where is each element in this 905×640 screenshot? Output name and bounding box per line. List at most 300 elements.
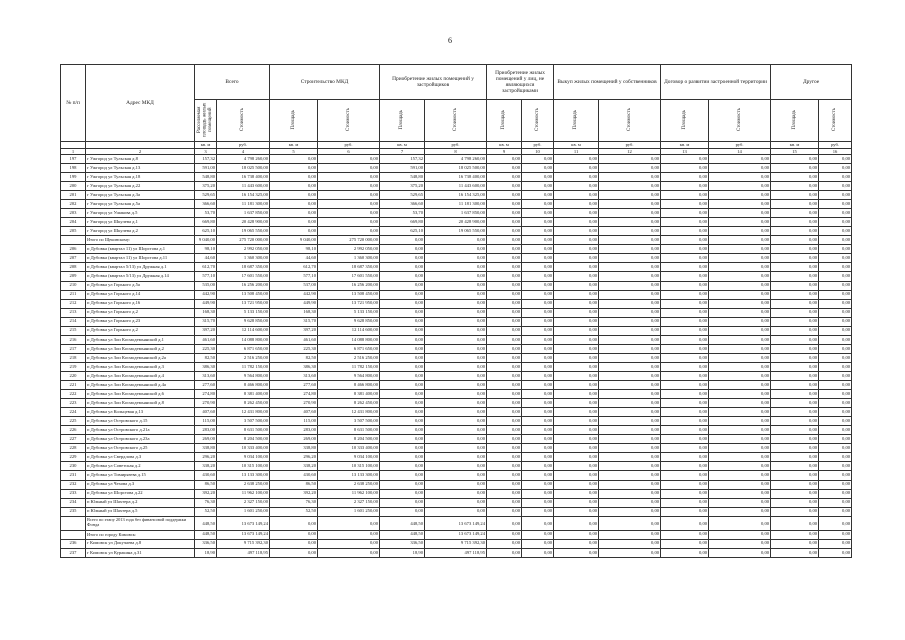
area-cell: 0,00 xyxy=(661,227,709,236)
cost-cell: 14 088 800,00 xyxy=(318,335,380,344)
cost-cell: 0,00 xyxy=(318,154,380,163)
area-cell: 274,80 xyxy=(195,390,217,399)
cost-cell: 0,00 xyxy=(522,498,554,507)
area-cell: 277,60 xyxy=(195,381,217,390)
row-address: п Дубовка ул Зои Космодемьянской д.1 xyxy=(86,335,195,344)
area-cell: 0,00 xyxy=(380,245,425,254)
area-cell: 0,00 xyxy=(554,417,599,426)
row-address: г Ужгород ул Тульская д.5а xyxy=(86,200,195,209)
cost-cell: 0,00 xyxy=(522,290,554,299)
cost-cell: 0,00 xyxy=(819,539,852,548)
subheader-area: Площадь xyxy=(270,100,318,142)
area-cell: 0,00 xyxy=(554,272,599,281)
area-cell: 0,00 xyxy=(487,480,522,489)
area-cell: 0,00 xyxy=(270,172,318,181)
cost-cell: 0,00 xyxy=(709,453,771,462)
cost-cell: 0,00 xyxy=(819,471,852,480)
area-cell: 53,70 xyxy=(380,209,425,218)
cost-cell: 0,00 xyxy=(819,191,852,200)
area-cell: 537,00 xyxy=(270,281,318,290)
cost-cell: 0,00 xyxy=(709,381,771,390)
column-number: 10 xyxy=(522,148,554,154)
area-cell: 625,10 xyxy=(380,227,425,236)
table-row xyxy=(61,317,852,326)
cost-cell: 0,00 xyxy=(599,507,661,516)
row-address: п Дубовка ул Зои Космодемьянской д.4а xyxy=(86,381,195,390)
area-cell: 0,00 xyxy=(554,516,599,530)
cost-cell: 0,00 xyxy=(819,236,852,245)
area-cell: 0,00 xyxy=(771,326,819,335)
cost-cell: 8 631 500,00 xyxy=(318,426,380,435)
area-cell: 0,00 xyxy=(771,399,819,408)
area-cell: 296,20 xyxy=(195,453,217,462)
cost-cell: 8 381 400,00 xyxy=(217,390,270,399)
area-cell: 0,00 xyxy=(487,272,522,281)
row-address: п Дубовка ул Чехова д.3 xyxy=(86,480,195,489)
table-row xyxy=(61,371,852,380)
area-cell: 0,00 xyxy=(554,381,599,390)
cost-cell: 9 564 800,00 xyxy=(217,371,270,380)
area-cell: 375,20 xyxy=(195,181,217,190)
cost-cell: 11 443 600,00 xyxy=(217,181,270,190)
cost-cell: 0,00 xyxy=(599,353,661,362)
cost-cell: 11 181 300,00 xyxy=(217,200,270,209)
area-cell: 0,00 xyxy=(661,281,709,290)
area-cell: 0,00 xyxy=(270,516,318,530)
area-cell: 338,80 xyxy=(270,444,318,453)
cost-cell: 0,00 xyxy=(709,462,771,471)
area-cell: 0,00 xyxy=(487,453,522,462)
cost-cell: 10 333 400,00 xyxy=(217,444,270,453)
area-cell: 407,60 xyxy=(270,408,318,417)
cost-cell: 8 204 500,00 xyxy=(318,435,380,444)
cost-cell: 0,00 xyxy=(599,444,661,453)
cost-cell: 0,00 xyxy=(599,381,661,390)
area-cell: 461,60 xyxy=(195,335,217,344)
area-cell: 82,50 xyxy=(270,353,318,362)
cost-cell: 0,00 xyxy=(599,245,661,254)
area-cell: 18,90 xyxy=(195,548,217,557)
cost-cell: 0,00 xyxy=(522,154,554,163)
table-row xyxy=(61,453,852,462)
area-cell: 0,00 xyxy=(487,408,522,417)
area-cell: 0,00 xyxy=(380,471,425,480)
cost-cell: 0,00 xyxy=(318,539,380,548)
cost-cell: 0,00 xyxy=(819,417,852,426)
cost-cell: 0,00 xyxy=(425,236,487,245)
cost-cell: 0,00 xyxy=(599,453,661,462)
cost-cell: 0,00 xyxy=(709,245,771,254)
cost-cell: 0,00 xyxy=(819,272,852,281)
row-address: г Кимовск ул Куракина д.31 xyxy=(86,548,195,557)
row-address: п Дубовка ул Горького д.2 xyxy=(86,326,195,335)
area-cell: 0,00 xyxy=(487,308,522,317)
cost-cell: 0,00 xyxy=(522,254,554,263)
cost-cell: 0,00 xyxy=(425,507,487,516)
area-cell: 430,60 xyxy=(270,471,318,480)
cost-cell: 19 065 550,00 xyxy=(425,227,487,236)
area-cell: 0,00 xyxy=(380,462,425,471)
area-cell: 270,90 xyxy=(195,399,217,408)
cost-cell: 0,00 xyxy=(819,390,852,399)
area-cell: 0,00 xyxy=(270,191,318,200)
row-index: 222 xyxy=(61,390,86,399)
row-index: 208 xyxy=(61,263,86,272)
area-cell: 0,00 xyxy=(661,290,709,299)
row-index: 205 xyxy=(61,227,86,236)
area-cell: 375,20 xyxy=(380,181,425,190)
area-cell: 0,00 xyxy=(771,245,819,254)
cost-cell: 0,00 xyxy=(318,163,380,172)
area-cell: 115,00 xyxy=(195,417,217,426)
cost-cell: 6 871 650,00 xyxy=(217,344,270,353)
cost-cell: 0,00 xyxy=(522,507,554,516)
cost-cell: 0,00 xyxy=(425,245,487,254)
area-cell: 0,00 xyxy=(554,254,599,263)
cost-cell: 0,00 xyxy=(709,326,771,335)
area-cell: 0,00 xyxy=(554,181,599,190)
cost-cell: 0,00 xyxy=(819,299,852,308)
unit-cell: руб. xyxy=(522,142,554,148)
cost-cell: 0,00 xyxy=(709,489,771,498)
row-index: 232 xyxy=(61,480,86,489)
row-index: 206 xyxy=(61,245,86,254)
area-cell: 0,00 xyxy=(487,548,522,557)
cost-cell: 11 782 150,00 xyxy=(318,362,380,371)
cost-cell: 0,00 xyxy=(709,516,771,530)
area-cell: 9 040,00 xyxy=(195,236,217,245)
area-cell: 0,00 xyxy=(661,489,709,498)
table-row xyxy=(61,209,852,218)
area-cell: 0,00 xyxy=(380,417,425,426)
area-cell: 0,00 xyxy=(380,281,425,290)
row-address: п Дубовка ул Зои Космодемьянской д.8 xyxy=(86,399,195,408)
area-cell: 168,30 xyxy=(195,308,217,317)
cost-cell: 0,00 xyxy=(709,390,771,399)
area-cell: 0,00 xyxy=(661,326,709,335)
cost-cell: 0,00 xyxy=(522,381,554,390)
cost-cell: 0,00 xyxy=(425,290,487,299)
area-cell: 0,00 xyxy=(554,263,599,272)
cost-cell: 0,00 xyxy=(522,462,554,471)
area-cell: 548,80 xyxy=(195,172,217,181)
column-number: 11 xyxy=(554,148,599,154)
area-cell: 449,90 xyxy=(270,299,318,308)
area-cell: 269,00 xyxy=(270,435,318,444)
area-cell: 0,00 xyxy=(771,371,819,380)
cost-cell: 9 564 800,00 xyxy=(318,371,380,380)
area-cell: 0,00 xyxy=(380,426,425,435)
cost-cell: 0,00 xyxy=(425,471,487,480)
row-index xyxy=(61,530,86,539)
area-cell: 0,00 xyxy=(554,408,599,417)
cost-cell: 0,00 xyxy=(709,308,771,317)
area-cell: 44,60 xyxy=(270,254,318,263)
area-cell: 0,00 xyxy=(771,254,819,263)
area-cell: 0,00 xyxy=(380,272,425,281)
cost-cell: 0,00 xyxy=(425,480,487,489)
row-address: г Ужгород ул Тульская д.13 xyxy=(86,163,195,172)
area-cell: 0,00 xyxy=(771,172,819,181)
cost-cell: 2 516 250,00 xyxy=(217,353,270,362)
cost-cell: 0,00 xyxy=(599,471,661,480)
cost-cell: 2 516 250,00 xyxy=(318,353,380,362)
cost-cell: 0,00 xyxy=(819,218,852,227)
area-cell: 0,00 xyxy=(554,435,599,444)
cost-cell: 0,00 xyxy=(425,453,487,462)
cost-cell: 0,00 xyxy=(599,317,661,326)
cost-cell: 0,00 xyxy=(599,539,661,548)
row-index: 207 xyxy=(61,254,86,263)
area-cell: 669,80 xyxy=(195,218,217,227)
cost-cell: 10 315 100,00 xyxy=(217,462,270,471)
cost-cell: 0,00 xyxy=(522,299,554,308)
header-group-developer-purchase: Приобретение жилых помещений у застройщиков xyxy=(380,65,487,100)
cost-cell: 0,00 xyxy=(522,281,554,290)
cost-cell: 0,00 xyxy=(599,254,661,263)
area-cell: 157,32 xyxy=(380,154,425,163)
row-index: 203 xyxy=(61,209,86,218)
area-cell: 0,00 xyxy=(380,263,425,272)
row-index: 233 xyxy=(61,489,86,498)
area-cell: 366,60 xyxy=(380,200,425,209)
cost-cell: 0,00 xyxy=(522,489,554,498)
area-cell: 0,00 xyxy=(487,471,522,480)
area-cell: 313,60 xyxy=(195,371,217,380)
cost-cell: 0,00 xyxy=(522,172,554,181)
cost-cell: 13 508 450,00 xyxy=(217,290,270,299)
area-cell: 225,30 xyxy=(270,344,318,353)
cost-cell: 0,00 xyxy=(819,530,852,539)
cost-cell: 0,00 xyxy=(425,353,487,362)
header-group-other: Другое xyxy=(771,65,852,100)
cost-cell: 0,00 xyxy=(425,381,487,390)
cost-cell: 1 360 300,00 xyxy=(217,254,270,263)
area-cell: 591,00 xyxy=(195,163,217,172)
cost-cell: 0,00 xyxy=(522,227,554,236)
cost-cell: 0,00 xyxy=(522,444,554,453)
area-cell: 0,00 xyxy=(661,181,709,190)
cost-cell: 0,00 xyxy=(522,200,554,209)
cost-cell: 0,00 xyxy=(709,290,771,299)
area-cell: 0,00 xyxy=(487,507,522,516)
cost-cell: 0,00 xyxy=(522,181,554,190)
area-cell: 0,00 xyxy=(380,390,425,399)
table-row xyxy=(61,308,852,317)
column-number: 14 xyxy=(709,148,771,154)
cost-cell: 0,00 xyxy=(522,539,554,548)
cost-cell: 13 133 300,00 xyxy=(217,471,270,480)
cost-cell: 0,00 xyxy=(522,362,554,371)
table-row xyxy=(61,245,852,254)
cost-cell: 3 507 500,00 xyxy=(318,417,380,426)
relocation-table xyxy=(60,64,852,558)
unit-cell: руб. xyxy=(318,142,380,148)
area-cell: 0,00 xyxy=(487,417,522,426)
area-cell: 0,00 xyxy=(554,399,599,408)
area-cell: 0,00 xyxy=(661,507,709,516)
cost-cell: 0,00 xyxy=(819,453,852,462)
row-address: п Дубовка ул Зои Космодемьянской д.4 xyxy=(86,371,195,380)
cost-cell: 0,00 xyxy=(522,435,554,444)
cost-cell: 0,00 xyxy=(709,281,771,290)
table-row xyxy=(61,381,852,390)
area-cell: 0,00 xyxy=(771,308,819,317)
area-cell: 0,00 xyxy=(554,200,599,209)
column-number: 15 xyxy=(771,148,819,154)
area-cell: 0,00 xyxy=(554,209,599,218)
cost-cell: 0,00 xyxy=(318,548,380,557)
cost-cell: 0,00 xyxy=(599,227,661,236)
area-cell: 577,10 xyxy=(270,272,318,281)
cost-cell: 0,00 xyxy=(318,227,380,236)
cost-cell: 0,00 xyxy=(425,263,487,272)
cost-cell: 19 065 550,00 xyxy=(217,227,270,236)
subheader-total-area: Расселяемая площадь жилых помещений xyxy=(195,100,217,142)
cost-cell: 14 088 800,00 xyxy=(217,335,270,344)
cost-cell: 0,00 xyxy=(709,539,771,548)
area-cell: 0,00 xyxy=(661,498,709,507)
area-cell: 277,60 xyxy=(270,381,318,390)
row-index: 210 xyxy=(61,281,86,290)
area-cell: 0,00 xyxy=(771,236,819,245)
row-index: 228 xyxy=(61,444,86,453)
area-cell: 0,00 xyxy=(771,299,819,308)
header-group-total: Всего xyxy=(195,65,270,100)
column-number: 8 xyxy=(425,148,487,154)
subheader-cost: Стоимость xyxy=(318,100,380,142)
unit-cell: кв. м xyxy=(195,142,217,148)
area-cell: 0,00 xyxy=(661,408,709,417)
row-index: 224 xyxy=(61,408,86,417)
cost-cell: 0,00 xyxy=(709,362,771,371)
area-cell: 0,00 xyxy=(661,480,709,489)
area-cell: 529,65 xyxy=(195,191,217,200)
cost-cell: 0,00 xyxy=(425,272,487,281)
cost-cell: 0,00 xyxy=(425,399,487,408)
area-cell: 0,00 xyxy=(487,399,522,408)
cost-cell: 0,00 xyxy=(709,471,771,480)
cost-cell: 0,00 xyxy=(425,308,487,317)
area-cell: 0,00 xyxy=(487,390,522,399)
row-address: г Ужгород ул Тульская д.18 xyxy=(86,172,195,181)
row-index: 231 xyxy=(61,471,86,480)
table-row xyxy=(61,507,852,516)
cost-cell: 0,00 xyxy=(599,408,661,417)
cost-cell: 8 381 400,00 xyxy=(318,390,380,399)
area-cell: 0,00 xyxy=(771,417,819,426)
area-cell: 338,20 xyxy=(270,462,318,471)
area-cell: 392,20 xyxy=(270,489,318,498)
column-number: 5 xyxy=(270,148,318,154)
cost-cell: 0,00 xyxy=(709,263,771,272)
area-cell: 0,00 xyxy=(554,245,599,254)
cost-cell: 0,00 xyxy=(709,317,771,326)
row-address: п Дубовка ул Зои Космодемьянской д.2а xyxy=(86,353,195,362)
area-cell: 0,00 xyxy=(487,435,522,444)
cost-cell: 2 327 150,00 xyxy=(217,498,270,507)
cost-cell: 0,00 xyxy=(599,154,661,163)
area-cell: 86,50 xyxy=(195,480,217,489)
header-index: № п/п xyxy=(61,65,86,142)
cost-cell: 0,00 xyxy=(522,353,554,362)
area-cell: 0,00 xyxy=(380,344,425,353)
page-number: 6 xyxy=(448,36,452,45)
cost-cell: 0,00 xyxy=(819,317,852,326)
cost-cell: 0,00 xyxy=(819,200,852,209)
cost-cell: 0,00 xyxy=(522,530,554,539)
cost-cell: 0,00 xyxy=(522,317,554,326)
cost-cell: 1 601 250,00 xyxy=(217,507,270,516)
cost-cell: 0,00 xyxy=(709,408,771,417)
area-cell: 0,00 xyxy=(554,489,599,498)
area-cell: 0,00 xyxy=(380,444,425,453)
cost-cell: 0,00 xyxy=(318,530,380,539)
area-cell: 283,00 xyxy=(195,426,217,435)
cost-cell: 0,00 xyxy=(318,200,380,209)
table-row xyxy=(61,498,852,507)
cost-cell: 9 715 392,30 xyxy=(425,539,487,548)
area-cell: 0,00 xyxy=(270,209,318,218)
cost-cell: 0,00 xyxy=(599,209,661,218)
cost-cell: 1 637 850,00 xyxy=(217,209,270,218)
area-cell: 669,80 xyxy=(380,218,425,227)
cost-cell: 0,00 xyxy=(709,344,771,353)
area-cell: 0,00 xyxy=(380,435,425,444)
cost-cell: 0,00 xyxy=(522,548,554,557)
column-number: 13 xyxy=(661,148,709,154)
cost-cell: 0,00 xyxy=(819,480,852,489)
cost-cell: 0,00 xyxy=(819,489,852,498)
row-index: 214 xyxy=(61,317,86,326)
area-cell: 0,00 xyxy=(661,299,709,308)
cost-cell: 0,00 xyxy=(819,326,852,335)
table-row xyxy=(61,272,852,281)
cost-cell: 0,00 xyxy=(599,371,661,380)
area-cell: 577,10 xyxy=(195,272,217,281)
area-cell: 612,70 xyxy=(270,263,318,272)
area-cell: 0,00 xyxy=(661,209,709,218)
cost-cell: 9 034 100,00 xyxy=(318,453,380,462)
cost-cell: 0,00 xyxy=(819,344,852,353)
cost-cell: 0,00 xyxy=(522,308,554,317)
area-cell: 442,90 xyxy=(270,290,318,299)
unit-cell: руб. xyxy=(709,142,771,148)
area-cell: 0,00 xyxy=(661,236,709,245)
area-cell: 0,00 xyxy=(771,444,819,453)
cost-cell: 0,00 xyxy=(599,362,661,371)
area-cell: 53,70 xyxy=(195,209,217,218)
row-address: Итого по городу Кимовск: xyxy=(86,530,195,539)
cost-cell: 0,00 xyxy=(425,489,487,498)
cost-cell: 17 601 550,00 xyxy=(217,272,270,281)
area-cell: 0,00 xyxy=(487,254,522,263)
cost-cell: 0,00 xyxy=(599,191,661,200)
area-cell: 0,00 xyxy=(554,308,599,317)
subheader-area: Площадь xyxy=(771,100,819,142)
area-cell: 0,00 xyxy=(661,381,709,390)
cost-cell: 0,00 xyxy=(599,181,661,190)
cost-cell: 17 601 550,00 xyxy=(318,272,380,281)
cost-cell: 0,00 xyxy=(709,191,771,200)
area-cell: 0,00 xyxy=(661,272,709,281)
row-address: г Ужгород ул Шкулева д.2 xyxy=(86,227,195,236)
area-cell: 98,10 xyxy=(270,245,318,254)
cost-cell: 0,00 xyxy=(318,181,380,190)
row-address: п Дубовка (квартал 5/13) ул Дружная д.1 xyxy=(86,263,195,272)
area-cell: 86,50 xyxy=(270,480,318,489)
cost-cell: 16 738 400,00 xyxy=(425,172,487,181)
